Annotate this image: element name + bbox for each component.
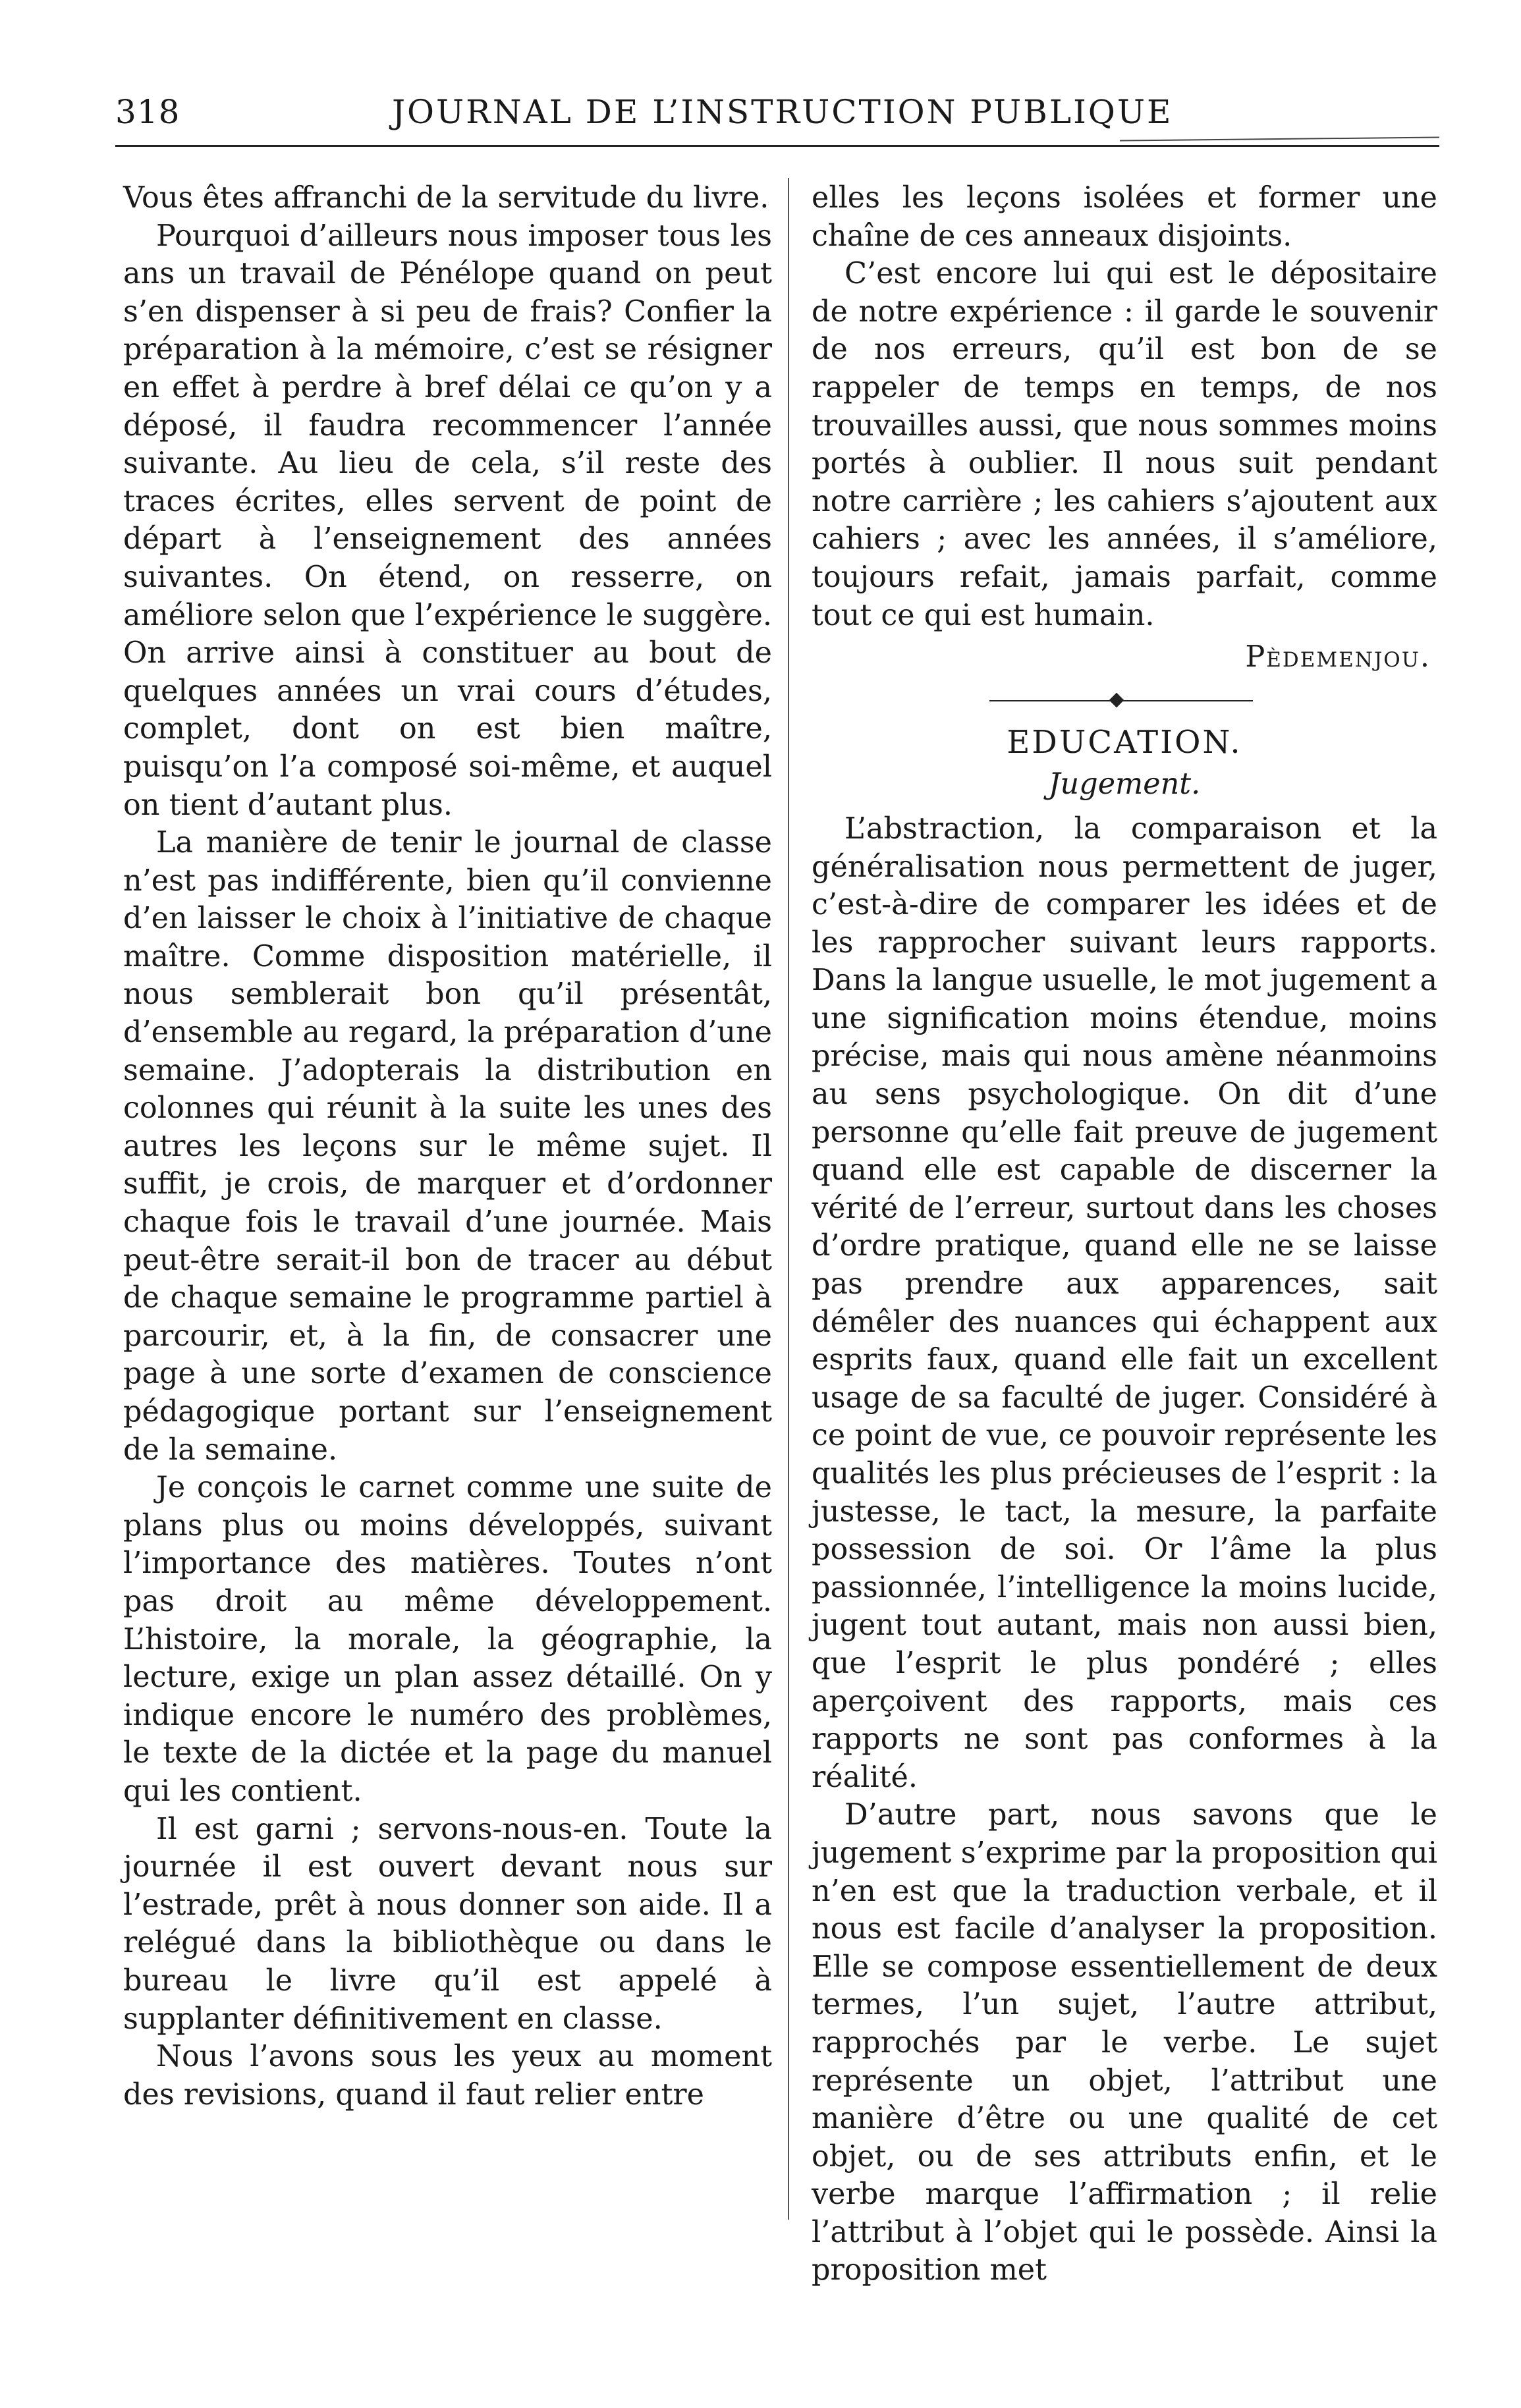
diamond-ornament-icon	[1109, 692, 1124, 707]
section-subtitle: Jugement.	[1048, 767, 1201, 802]
author-signature: Pèdemenjou.	[1245, 640, 1431, 674]
page-number: 318	[115, 93, 180, 131]
paragraph: L’abstraction, la comparaison et la généralisation nous permettent de juger, c’est-à-dire de comparer les idées et de les rapprocher suivant leurs rapports. Dans la langue usuelle, le mot jugement a une signification moins étendue, moins précise, mais qui nous amène néanmoins au sens psychologique. On dit d’une personne qu’elle fait preuve de jugement quand elle est capable de discerner la vérité de l’erreur, surtout dans les choses d’ordre pratique, quand elle ne se laisse pas prendre aux apparences, sait démêler des nuances qui échappent aux esprits faux, quand elle fait un excellent usage de sa faculté de juger. Considéré à ce point de vue, ce pouvoir représente les qualités les plus précieuses de l’esprit : la justesse, le tact, la mesure, la parfaite possession de soi. Or l’âme la plus passionnée, l’intelligence la moins lucide, jugent tout autant, mais non aussi bien, que l’esprit le plus pondéré ; elles aperçoivent des rapports, mais ces rapports ne sont pas conformes à la réalité.	[812, 811, 1437, 1794]
section-separator-ornament	[812, 684, 1437, 717]
paragraph: La manière de tenir le journal de classe n’est pas indifférente, bien qu’il convienne d’en laisser le choix à l’initiative de chaque maître. Comme disposition matérielle, il nous semblerait bon qu’il présentât, d’ensemble au regard, la préparation d’une semaine. J’adopterais la distribution en colonnes qui réunit à la suite les unes des autres les leçons sur le même sujet. Il suffit, je crois, de marquer et d’ordonner chaque fois le travail d’une journée. Mais peut-être serait-il bon de tracer au début de chaque semaine le programme partiel à parcourir, et, à la fin, de consacrer une page à une sorte d’examen de conscience pédagogique portant sur l’enseignement de la semaine.	[123, 826, 772, 1467]
running-head	[115, 86, 1433, 138]
paragraph: Nous l’avons sous les yeux au moment des revisions, quand il faut relier entre	[123, 2040, 772, 2112]
right-column	[812, 179, 1437, 2289]
paragraph: Il est garni ; servons-nous-en. Toute la journée il est ouvert devant nous sur l’estrade, prêt à nous donner son aide. Il a relégué dans la bibliothèque ou dans le bureau le livre qu’il est appelé à supplanter définitivement en classe.	[123, 1812, 772, 2036]
paragraph: Vous êtes affranchi de la servitude du livre.	[123, 181, 769, 215]
header-rule	[115, 145, 1439, 147]
paragraph: D’autre part, nous savons que le jugement s’exprime par la proposition qui n’en est que la traduction verbale, et il nous est facile d’analyser la proposition. Elle se compose essentiellement de deux termes, l’un sujet, l’autre attribut, rapprochés par le verbe. Le sujet représente un objet, l’attribut une manière d’être ou une qualité de cet objet, ou de ses attributs enfin, et le verbe marque l’affirmation ; il relie l’attribut à l’objet qui le possède. Ainsi la proposition met	[812, 1798, 1437, 2287]
paragraph: Pourquoi d’ailleurs nous imposer tous les ans un travail de Pénélope quand on peut s’en dispenser à si peu de frais? Confier la préparation à la mémoire, c’est se résigner en effet à perdre à bref délai ce qu’on y a déposé, il faudra recommencer l’année suivante. Au lieu de cela, s’il reste des traces écrites, elles servent de point de départ à l’enseignement des années suivantes. On étend, on resserre, on améliore selon que l’expérience le suggère. On arrive ainsi à constituer au bout de quelques années un vrai cours d’études, complet, dont on est bien maître, puisqu’on l’a composé soi-même, et auquel on tient d’autant plus.	[123, 219, 772, 822]
paragraph: C’est encore lui qui est le dépositaire de notre expérience : il garde le souvenir de nos erreurs, qu’il est bon de se rappeler de temps en temps, de nos trouvailles aussi, que nous sommes moins portés à oublier. Il nous suit pendant notre carrière ; les cahiers s’ajoutent aux cahiers ; avec les années, il s’améliore, toujours refait, jamais parfait, comme tout ce qui est humain.	[812, 257, 1437, 632]
section-title: EDUCATION.	[1007, 723, 1242, 761]
column-divider	[788, 178, 789, 2220]
left-column	[123, 179, 772, 2114]
journal-title: JOURNAL DE L’INSTRUCTION PUBLIQUE	[392, 93, 1173, 131]
paragraph: Je conçois le carnet comme une suite de plans plus ou moins développés, suivant l’importance des matières. Toutes n’ont pas droit au même développement. L’histoire, la morale, la géographie, la lecture, exige un plan assez détaillé. On y indique encore le numéro des problèmes, le texte de la dictée et la page du manuel qui les contient.	[123, 1471, 772, 1808]
paragraph: elles les leçons isolées et former une chaîne de ces anneaux disjoints.	[812, 181, 1437, 253]
